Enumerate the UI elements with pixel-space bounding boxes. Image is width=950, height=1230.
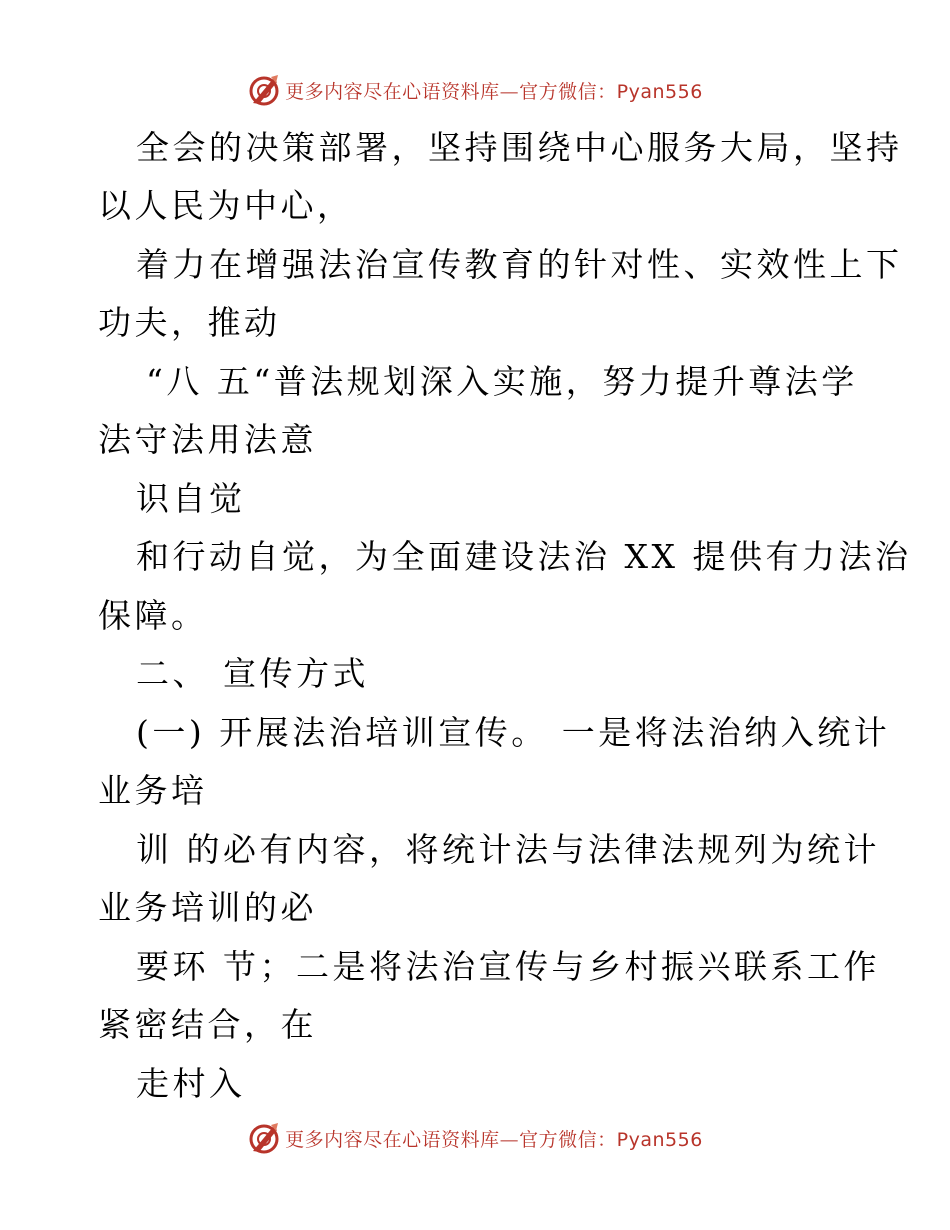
text-line: 以人民为中心， — [98, 186, 354, 225]
watermark-main: 更多内容尽在心语资料库 — [285, 1128, 500, 1151]
text-line: 紧密结合，在 — [98, 1005, 317, 1044]
text-line: 法守法用法意 — [98, 420, 317, 459]
text-line: 着力在增强法治宣传教育的针对性、实效性上下 — [136, 245, 903, 284]
footer-watermark — [0, 1118, 950, 1158]
logo-icon — [247, 1121, 281, 1155]
watermark-main: 更多内容尽在心语资料库 — [285, 80, 500, 103]
watermark-separator: — — [499, 80, 520, 103]
watermark-separator: — — [499, 1128, 520, 1151]
text-line: 走村入 — [136, 1064, 246, 1103]
text-line: 业务培训的必 — [98, 888, 317, 927]
text-line: 识自觉 — [136, 479, 246, 518]
text-line: 要环 节；二是将法治宣传与乡村振兴联系工作 — [136, 947, 880, 986]
watermark-wechat: 官方微信：Pyan556 — [519, 80, 703, 103]
text-line: “八 五“普法规划深入实施，努力提升尊法学 — [146, 362, 858, 401]
text-line: 全会的决策部署，坚持围绕中心服务大局，坚持 — [136, 128, 903, 167]
text-line: 业务培 — [98, 771, 208, 810]
text-line: 训 的必有内容，将统计法与法律法规列为统计 — [136, 830, 880, 869]
text-line: 功夫，推动 — [98, 303, 281, 342]
text-line: 和行动自觉，为全面建设法治 XX 提供有力法治 — [136, 537, 912, 576]
section-heading: 二、 宣传方式 — [136, 654, 369, 693]
watermark-text — [285, 1125, 703, 1152]
text-line: (一) 开展法治培训宣传。 一是将法治纳入统计 — [136, 713, 891, 752]
text-line: 保障。 — [98, 596, 208, 635]
watermark-wechat: 官方微信：Pyan556 — [519, 1128, 703, 1151]
